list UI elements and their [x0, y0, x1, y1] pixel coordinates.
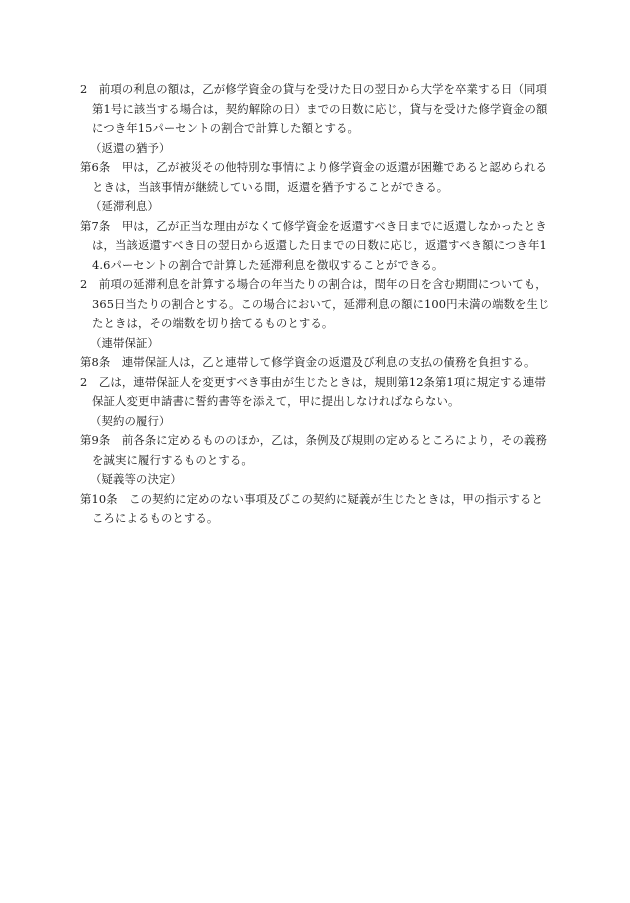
section-caption: （疑義等の決定） — [90, 472, 182, 486]
text-line: 第1号に該当する場合は，契約解除の日）までの日数に応じ，貸与を受けた修学資金の額 — [92, 101, 548, 116]
text-line: を誠実に履行するものとする。 — [92, 452, 253, 467]
section-caption: （返還の猶予） — [90, 140, 171, 155]
text-line: 2 前項の延滞利息を計算する場合の年当たりの割合は，閏年の日を含む期間についても， — [80, 277, 547, 291]
text-line: 第6条 甲は，乙が被災その他特別な事情により修学資金の返還が困難であると認められる — [80, 160, 547, 174]
text-line: 4.6パーセントの割合で計算した延滞利息を徴収することができる。 — [92, 257, 444, 272]
text-line: 第8条 連帯保証人は，乙と連帯して修学資金の返還及び利息の支払の債務を負担する。 — [80, 355, 536, 369]
section-caption: （連帯保証） — [90, 335, 159, 350]
text-line: は，当該返還すべき日の翌日から返還した日までの日数に応じ，返還すべき額につき年1 — [92, 238, 547, 252]
text-line: につき年15パーセントの割合で計算した額とする。 — [92, 121, 360, 135]
text-line: 保証人変更申請書に誓約書等を添えて，甲に提出しなければならない。 — [92, 394, 460, 408]
text-line: たときは，その端数を切り捨てるものとする。 — [92, 316, 334, 330]
text-line: 第10条 この契約に定めのない事項及びこの契約に疑義が生じたときは，甲の指示すると — [80, 491, 543, 506]
text-line: ときは，当該事情が継続している間，返還を猶予することができる。 — [92, 179, 449, 194]
text-line: 365日当たりの割合とする。この場合において，延滞利息の額に100円未満の端数を生じ — [92, 296, 550, 311]
text-line: 2 前項の利息の額は，乙が修学資金の貸与を受けた日の翌日から大学を卒業する日（同項 — [80, 82, 547, 96]
text-line: ころによるものとする。 — [92, 511, 219, 525]
document-body — [80, 80, 550, 529]
section-caption: （契約の履行） — [90, 413, 171, 428]
text-line: 2 乙は，連帯保証人を変更すべき事由が生じたときは，規則第12条第1項に規定する連帯 — [80, 374, 546, 389]
text-line: 第7条 甲は，乙が正当な理由がなくて修学資金を返還すべき日までに返還しなかったとき — [80, 218, 547, 233]
section-caption: （延滞利息） — [90, 199, 159, 213]
text-line: 第9条 前各条に定めるもののほか，乙は，条例及び規則の定めるところにより，その義務 — [80, 433, 547, 447]
